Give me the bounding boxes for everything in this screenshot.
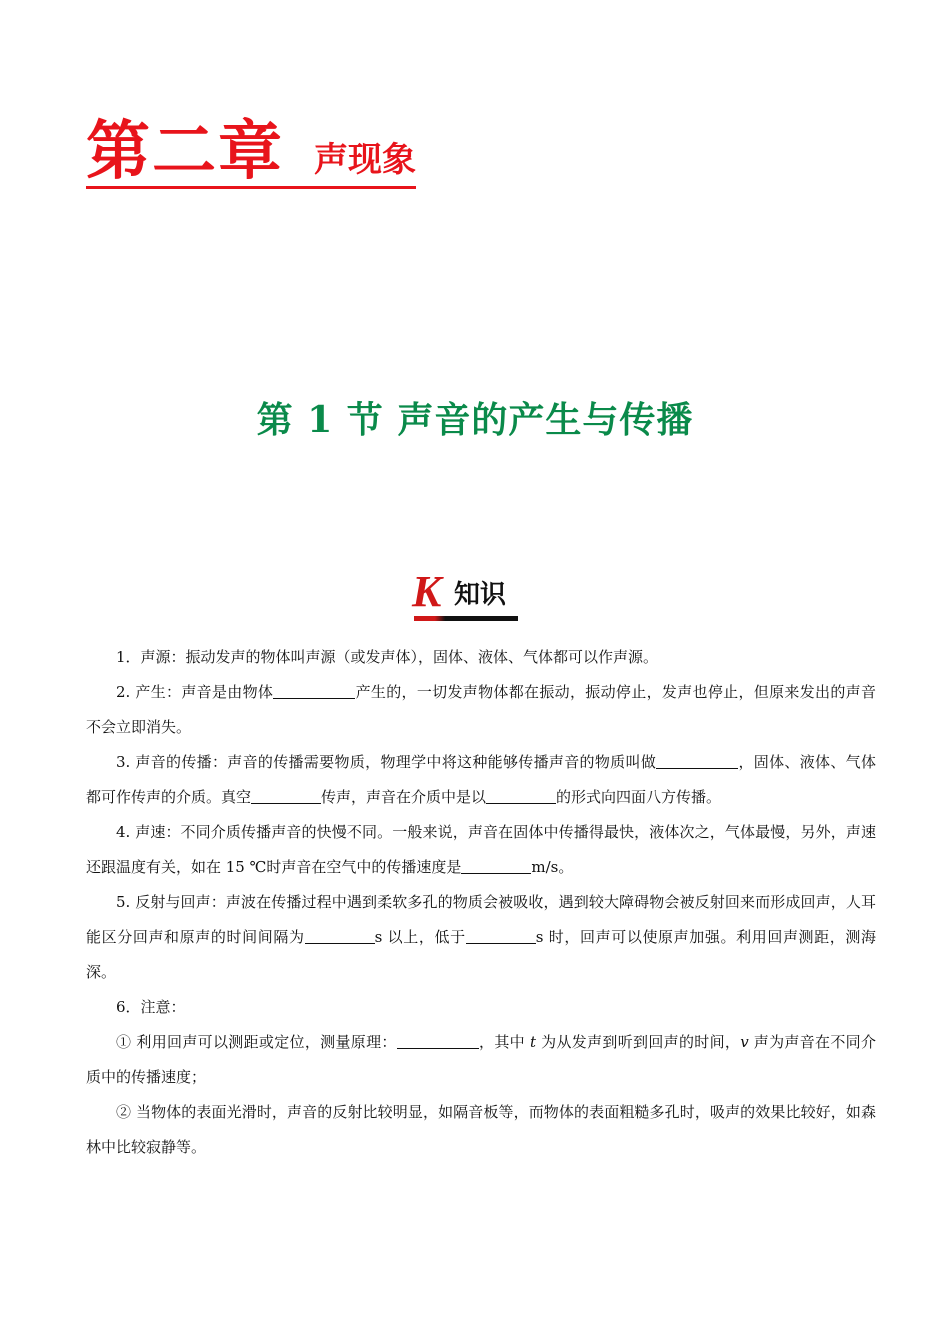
chapter-title: 声现象 [314,140,416,180]
chapter-heading [86,114,416,189]
knowledge-content [86,640,876,1165]
fill-blank[interactable] [656,750,738,769]
paragraph-8: ② 当物体的表面光滑时，声音的反射比较明显，如隔音板等，而物体的表面粗糙多孔时，吸声的效果比较好，如森林中比较寂静等。 [86,1103,876,1156]
fill-blank[interactable] [397,1030,479,1049]
paragraph-2: 2. 产生：声音是由物体 产生的，一切发声物体都在振动，振动停止，发声也停止，但原来发出的声音不会立即消失。 [86,675,876,745]
paragraph-4: 4. 声速：不同介质传播声音的快慢不同。一般来说，声音在固体中传播得最快，液体次之，气体最慢，另外，声速还跟温度有关，如在 15 ℃时声音在空气中的传播速度是 m/s。 [86,823,876,876]
paragraph-1: 1．声源：振动发声的物体叫声源（或发声体），固体、液体、气体都可以作声源。 [116,648,659,666]
paragraph-3: 3. 声音的传播：声音的传播需要物质，物理学中将这种能够传播声音的物质叫做 ，固体、液体、气体都可作传声的介质。真空 传声，声音在介质中是以 的形式向四面八方传播。 [86,745,876,815]
paragraph-6: 6．注意： [116,998,186,1016]
fill-blank[interactable] [466,925,536,944]
section-title: 第 1 节 声音的产生与传播 [256,399,694,441]
fill-blank[interactable] [251,785,321,804]
badge-text: 知识 [454,580,507,610]
fill-blank[interactable] [305,925,375,944]
chapter-number: 第二章 [86,114,284,189]
fill-blank[interactable] [273,680,355,699]
badge-letter: K [412,567,442,616]
badge-underline [414,616,518,621]
paragraph-5: 5. 反射与回声：声波在传播过程中遇到柔软多孔的物质会被吸收，遇到较大障碍物会被反射回来而形成回声，人耳能区分回声和原声的时间间隔为 s 以上，低于 s 时，回声可以使原声加强。利用回声测距，测海深。 [86,893,877,981]
fill-blank[interactable] [486,785,556,804]
knowledge-badge [412,567,522,622]
paragraph-7: ① 利用回声可以测距或定位，测量原理： ，其中 t 为从发声到听到回声的时间，v 声为声音在不同介质中的传播速度； [86,1025,876,1095]
fill-blank[interactable] [461,855,531,874]
